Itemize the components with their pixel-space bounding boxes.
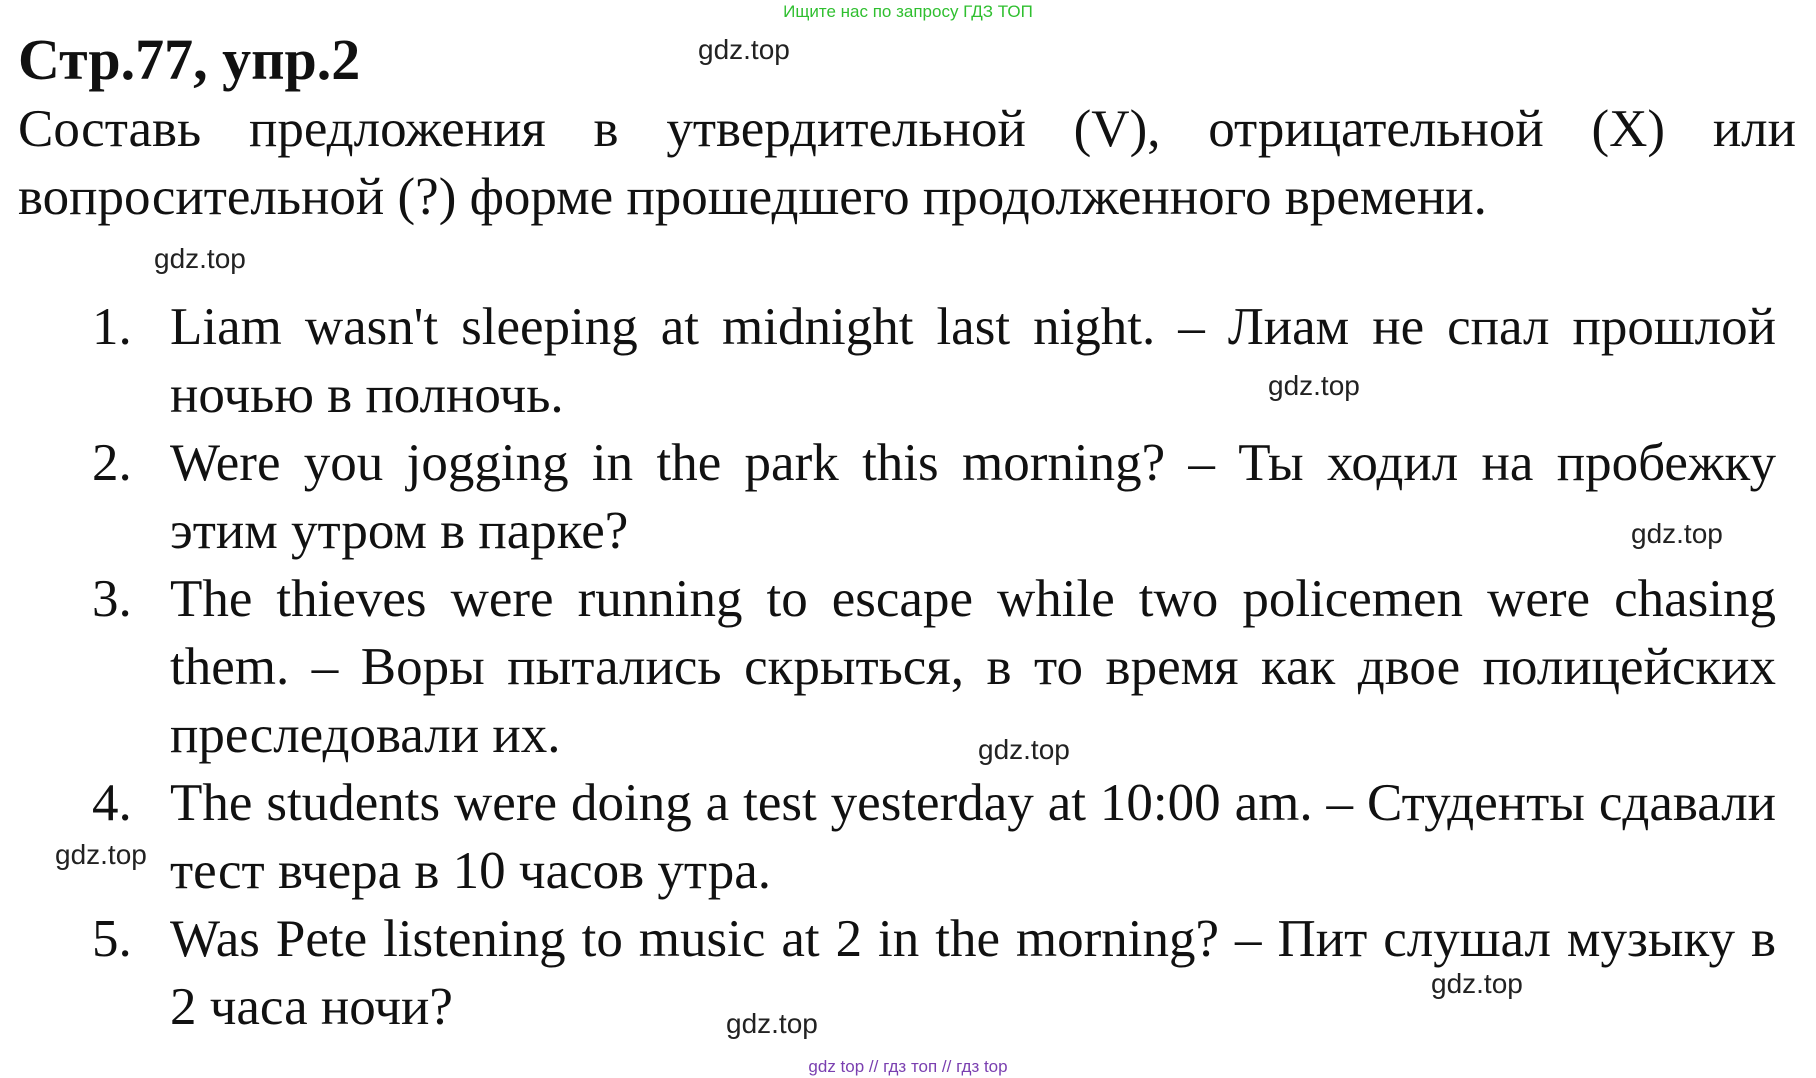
- watermark: gdz.top: [1631, 518, 1723, 549]
- watermark: gdz.top: [55, 839, 147, 870]
- list-item: [0, 429, 1816, 565]
- item-number: 3.: [92, 570, 132, 628]
- list-item: [0, 293, 1816, 429]
- exercise-list: [0, 293, 1816, 1041]
- item-number: 2.: [92, 434, 132, 492]
- item-number: 4.: [92, 774, 132, 832]
- item-text: Was Pete listening to music at 2 in the morning? – Пит слушал музыку в 2 часа ночи?: [170, 910, 1776, 1036]
- watermark: gdz.top: [154, 243, 246, 274]
- list-item: [0, 565, 1816, 769]
- bottom-banner: gdz top // гдз топ // гдз top: [808, 1057, 1008, 1076]
- item-text: Were you jogging in the park this morning? – Ты ходил на пробежку этим утром в парке?: [170, 434, 1776, 560]
- watermark: gdz.top: [1431, 968, 1523, 999]
- item-number: 1.: [92, 298, 132, 356]
- exercise-instruction: Составь предложения в утвердительной (V), отрицательной (X) или вопросительной (?) форме прошедшего продолженного времени.: [18, 100, 1796, 226]
- top-banner: Ищите нас по запросу ГДЗ ТОП: [783, 2, 1033, 21]
- list-item: [0, 905, 1816, 1041]
- page-title: Стр.77, упр.2: [18, 27, 361, 92]
- item-text: The students were doing a test yesterday at 10:00 am. – Студенты сдавали тест вчера в 10 часов утра.: [170, 774, 1776, 900]
- watermark: gdz.top: [978, 734, 1070, 765]
- watermark: gdz.top: [1268, 370, 1360, 401]
- item-text: Liam wasn't sleeping at midnight last night. – Лиам не спал прошлой ночью в полночь.: [170, 298, 1776, 424]
- list-item: [0, 769, 1816, 905]
- watermark: gdz.top: [698, 34, 790, 65]
- item-number: 5.: [92, 910, 132, 968]
- item-text: The thieves were running to escape while two policemen were chasing them. – Воры пытались скрыться, в то время как двое полицейских преследовали их.: [170, 570, 1776, 764]
- watermark: gdz.top: [726, 1008, 818, 1039]
